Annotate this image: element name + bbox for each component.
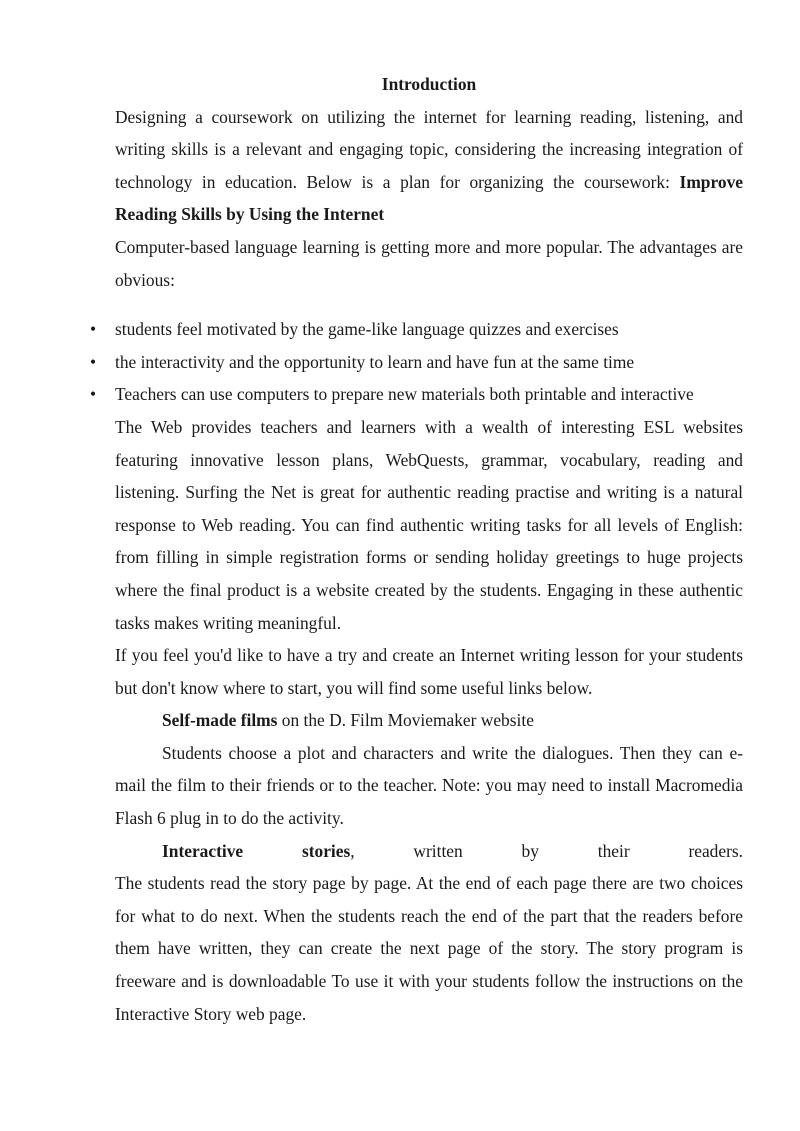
intro-text: Designing a coursework on utilizing the internet for learning reading, listening, and writing skills is a relevant and engaging topic, considering the increasing integration of technology in education. Below is a plan for organizing the coursework: — [115, 106, 743, 192]
list-item: • students feel motivated by the game-like language quizzes and exercises — [115, 313, 743, 346]
films-heading — [115, 704, 743, 737]
list-item: • Teachers can use computers to prepare new materials both printable and interactive — [115, 378, 743, 411]
intro-heading-bold: Improve Reading Skills by Using the Internet — [115, 171, 743, 225]
films-bold: Self-made films — [162, 710, 278, 731]
intro-paragraph — [115, 101, 743, 231]
stories-bold: Interactive stories — [162, 840, 351, 861]
links-paragraph: If you feel you'd like to have a try and create an Internet writing lesson for your students but don't know where to start, you will find some useful links below. — [115, 645, 743, 698]
films-paragraph: Students choose a plot and characters and write the dialogues. Then they can e-mail the film to their friends or to the teacher. Note: you may need to install Macromedia Flash 6 plug in to do the activity. — [115, 742, 743, 829]
films-text: on the D. Film Moviemaker website — [277, 710, 534, 731]
page-title: Introduction — [381, 74, 477, 94]
advantages-paragraph: Computer-based language learning is getting more and more popular. The advantages are obvious: — [115, 236, 743, 290]
web-paragraph: The Web provides teachers and learners with a wealth of interesting ESL websites featuring innovative lesson plans, WebQuests, grammar, vocabulary, reading and listening. Surfing the Net is great for authentic reading practise and writing is a natural response to Web reading. You can find authentic writing tasks for all levels of English: from filling in simple registration forms or sending holiday greetings to huge projects where the final product is a website created by the students. Engaging in these authentic tasks makes writing meaningful. — [115, 416, 743, 633]
advantages-list — [115, 313, 743, 411]
list-item: • the interactivity and the opportunity to learn and have fun at the same time — [115, 346, 743, 379]
stories-heading — [115, 835, 743, 868]
stories-text: , written by their readers. — [350, 840, 743, 861]
stories-paragraph: The students read the story page by page. At the end of each page there are two choices for what to do next. When the students reach the end of the part that the readers before them have written, they can create the next page of the story. The story program is freeware and is downloadable To use it with your students follow the instructions on the Interactive Story web page. — [115, 873, 743, 1024]
